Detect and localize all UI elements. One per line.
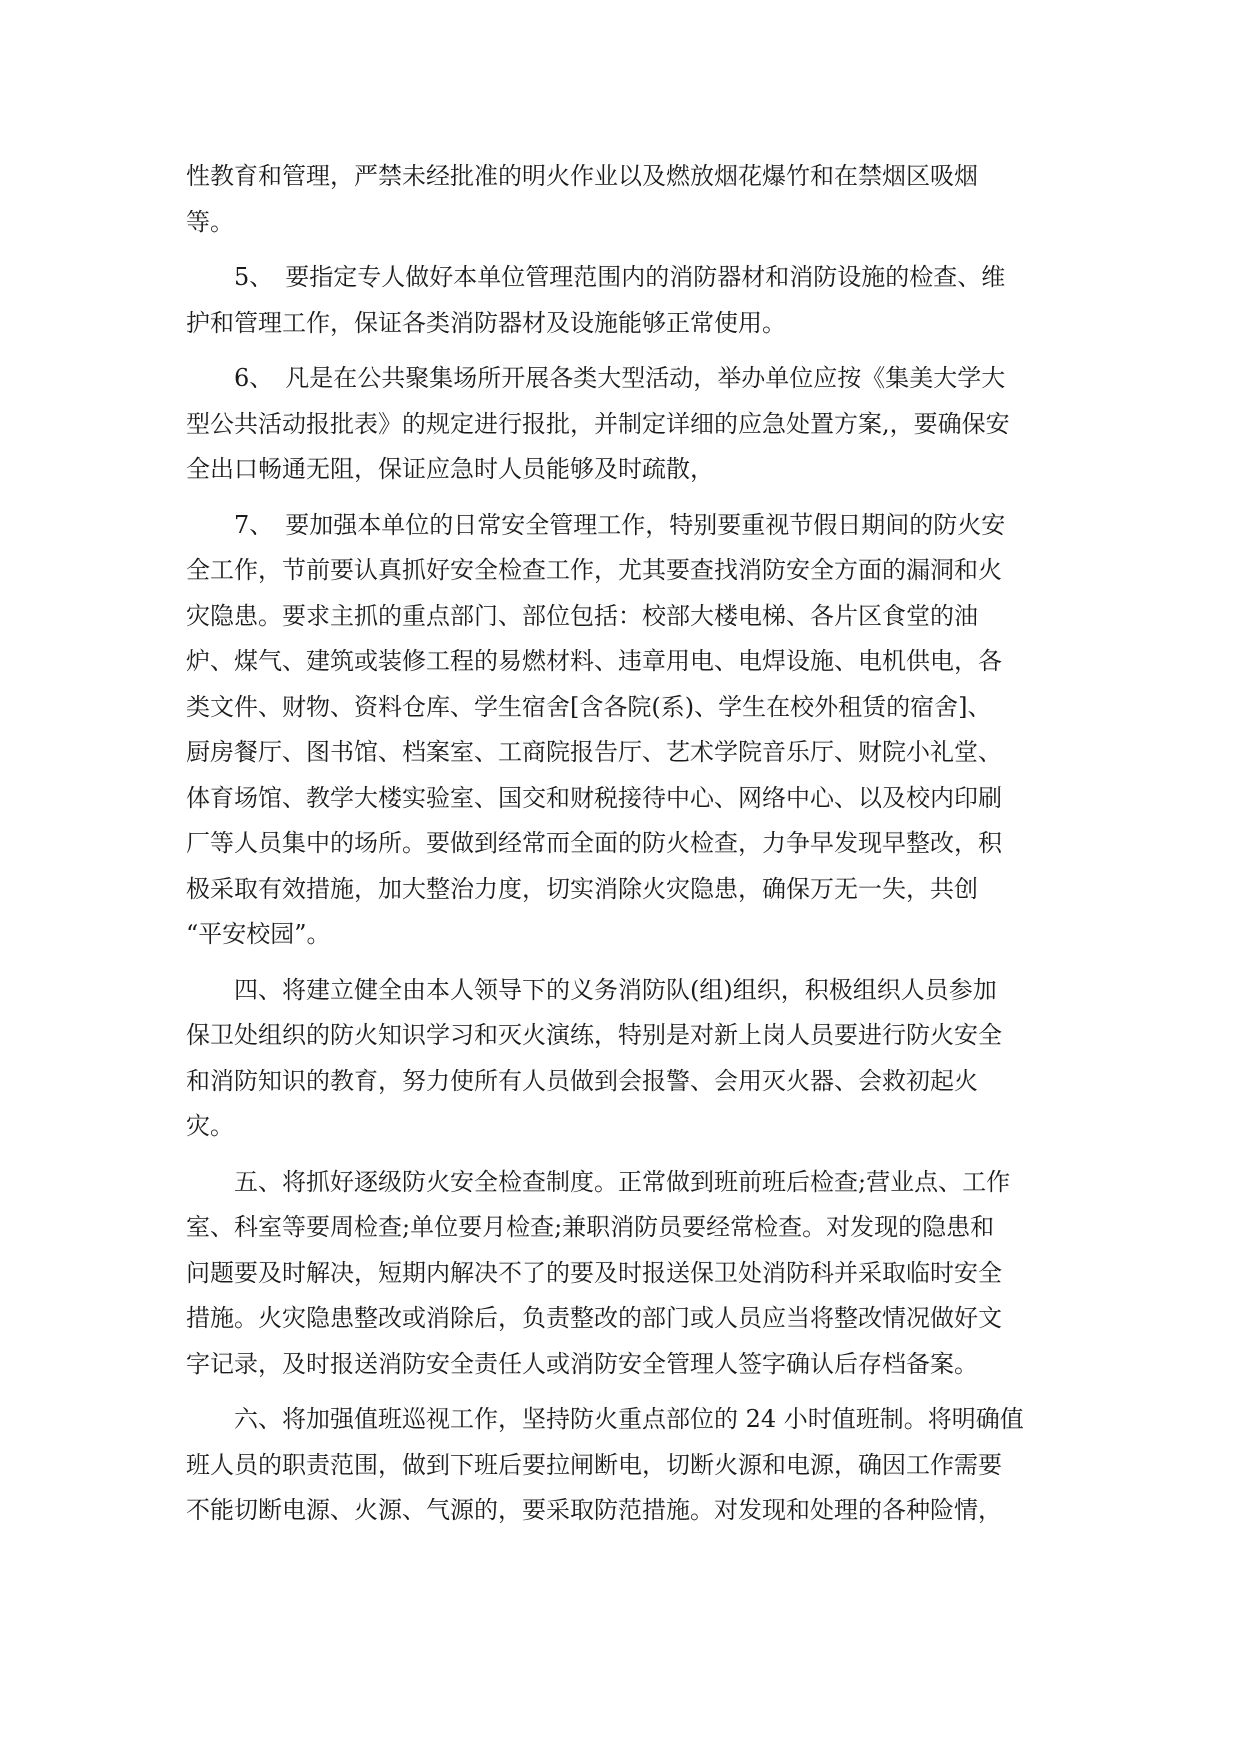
text-line: 全出口畅通无阻，保证应急时人员能够及时疏散， <box>186 455 714 483</box>
paragraph-p-continued <box>186 154 1066 245</box>
text-line: 班人员的职责范围，做到下班后要拉闸断电，切断火源和电源，确因工作需要 <box>186 1450 1002 1479</box>
text-line: 室、科室等要周检查;单位要月检查;兼职消防员要经常检查。对发现的隐患和 <box>186 1213 995 1241</box>
text-line: “平安校园”。 <box>186 920 331 948</box>
text-line: 等。 <box>186 207 234 236</box>
paragraph-p-item-6 <box>186 356 1066 493</box>
body-text <box>186 154 1066 1534</box>
paragraph-spacing <box>186 346 1066 356</box>
text-line: 炉、煤气、建筑或装修工程的易燃材料、违章用电、电焊设施、电机供电，各 <box>186 647 1002 675</box>
text-line: 全工作，节前要认真抓好安全检查工作，尤其要查找消防安全方面的漏洞和火 <box>186 556 1002 584</box>
text-line: 和消防知识的教育，努力使所有人员做到会报警、会用灭火器、会救初起火 <box>186 1066 978 1095</box>
paragraph-p-section-5 <box>186 1160 1066 1388</box>
paragraph-p-section-4 <box>186 968 1066 1150</box>
text-line: 四、将建立健全由本人领导下的义务消防队(组)组织，积极组织人员参加 <box>186 975 997 1004</box>
paragraph-spacing <box>186 1150 1066 1160</box>
paragraph-p-item-7 <box>186 503 1066 958</box>
text-line: 极采取有效措施，加大整治力度，切实消除火灾隐患，确保万无一失，共创 <box>186 874 978 903</box>
paragraph-spacing <box>186 1387 1066 1397</box>
text-line: 保卫处组织的防火知识学习和灭火演练，特别是对新上岗人员要进行防火安全 <box>186 1021 1002 1049</box>
text-line: 不能切断电源、火源、气源的，要采取防范措施。对发现和处理的各种险情， <box>186 1496 1002 1524</box>
paragraph-p-item-5 <box>186 255 1066 346</box>
paragraph-p-section-6 <box>186 1397 1066 1534</box>
text-line: 五、将抓好逐级防火安全检查制度。正常做到班前班后检查;营业点、工作 <box>186 1167 1011 1196</box>
text-line: 灾。 <box>186 1112 234 1140</box>
text-line: 厂等人员集中的场所。要做到经常而全面的防火检查，力争早发现早整改，积 <box>186 829 1002 857</box>
text-line: 型公共活动报批表》的规定进行报批，并制定详细的应急处置方案,，要确保安 <box>186 409 1010 438</box>
text-line: 字记录，及时报送消防安全责任人或消防安全管理人签字确认后存档备案。 <box>186 1349 978 1378</box>
text-line: 护和管理工作，保证各类消防器材及设施能够正常使用。 <box>186 308 786 337</box>
text-line: 6、 凡是在公共聚集场所开展各类大型活动，举办单位应按《集美大学大 <box>186 364 1006 392</box>
text-line: 体育场馆、教学大楼实验室、国交和财税接待中心、网络中心、以及校内印刷 <box>186 783 1002 812</box>
text-line: 问题要及时解决，短期内解决不了的要及时报送保卫处消防科并采取临时安全 <box>186 1258 1002 1287</box>
text-line: 性教育和管理，严禁未经批准的明火作业以及燃放烟花爆竹和在禁烟区吸烟 <box>186 162 978 190</box>
paragraph-spacing <box>186 245 1066 255</box>
text-line: 六、将加强值班巡视工作，坚持防火重点部位的 24 小时值班制。将明确值 <box>186 1405 1024 1433</box>
paragraph-spacing <box>186 493 1066 503</box>
paragraph-spacing <box>186 958 1066 968</box>
text-line: 灾隐患。要求主抓的重点部门、部位包括：校部大楼电梯、各片区食堂的油 <box>186 601 978 630</box>
text-line: 5、 要指定专人做好本单位管理范围内的消防器材和消防设施的检查、维 <box>186 263 1006 291</box>
text-line: 类文件、财物、资料仓库、学生宿舍[含各院(系)、学生在校外租赁的宿舍]、 <box>186 692 992 721</box>
text-line: 7、 要加强本单位的日常安全管理工作，特别要重视节假日期间的防火安 <box>186 510 1006 539</box>
text-line: 厨房餐厅、图书馆、档案室、工商院报告厅、艺术学院音乐厅、财院小礼堂、 <box>186 738 1002 766</box>
text-line: 措施。火灾隐患整改或消除后，负责整改的部门或人员应当将整改情况做好文 <box>186 1304 1002 1332</box>
